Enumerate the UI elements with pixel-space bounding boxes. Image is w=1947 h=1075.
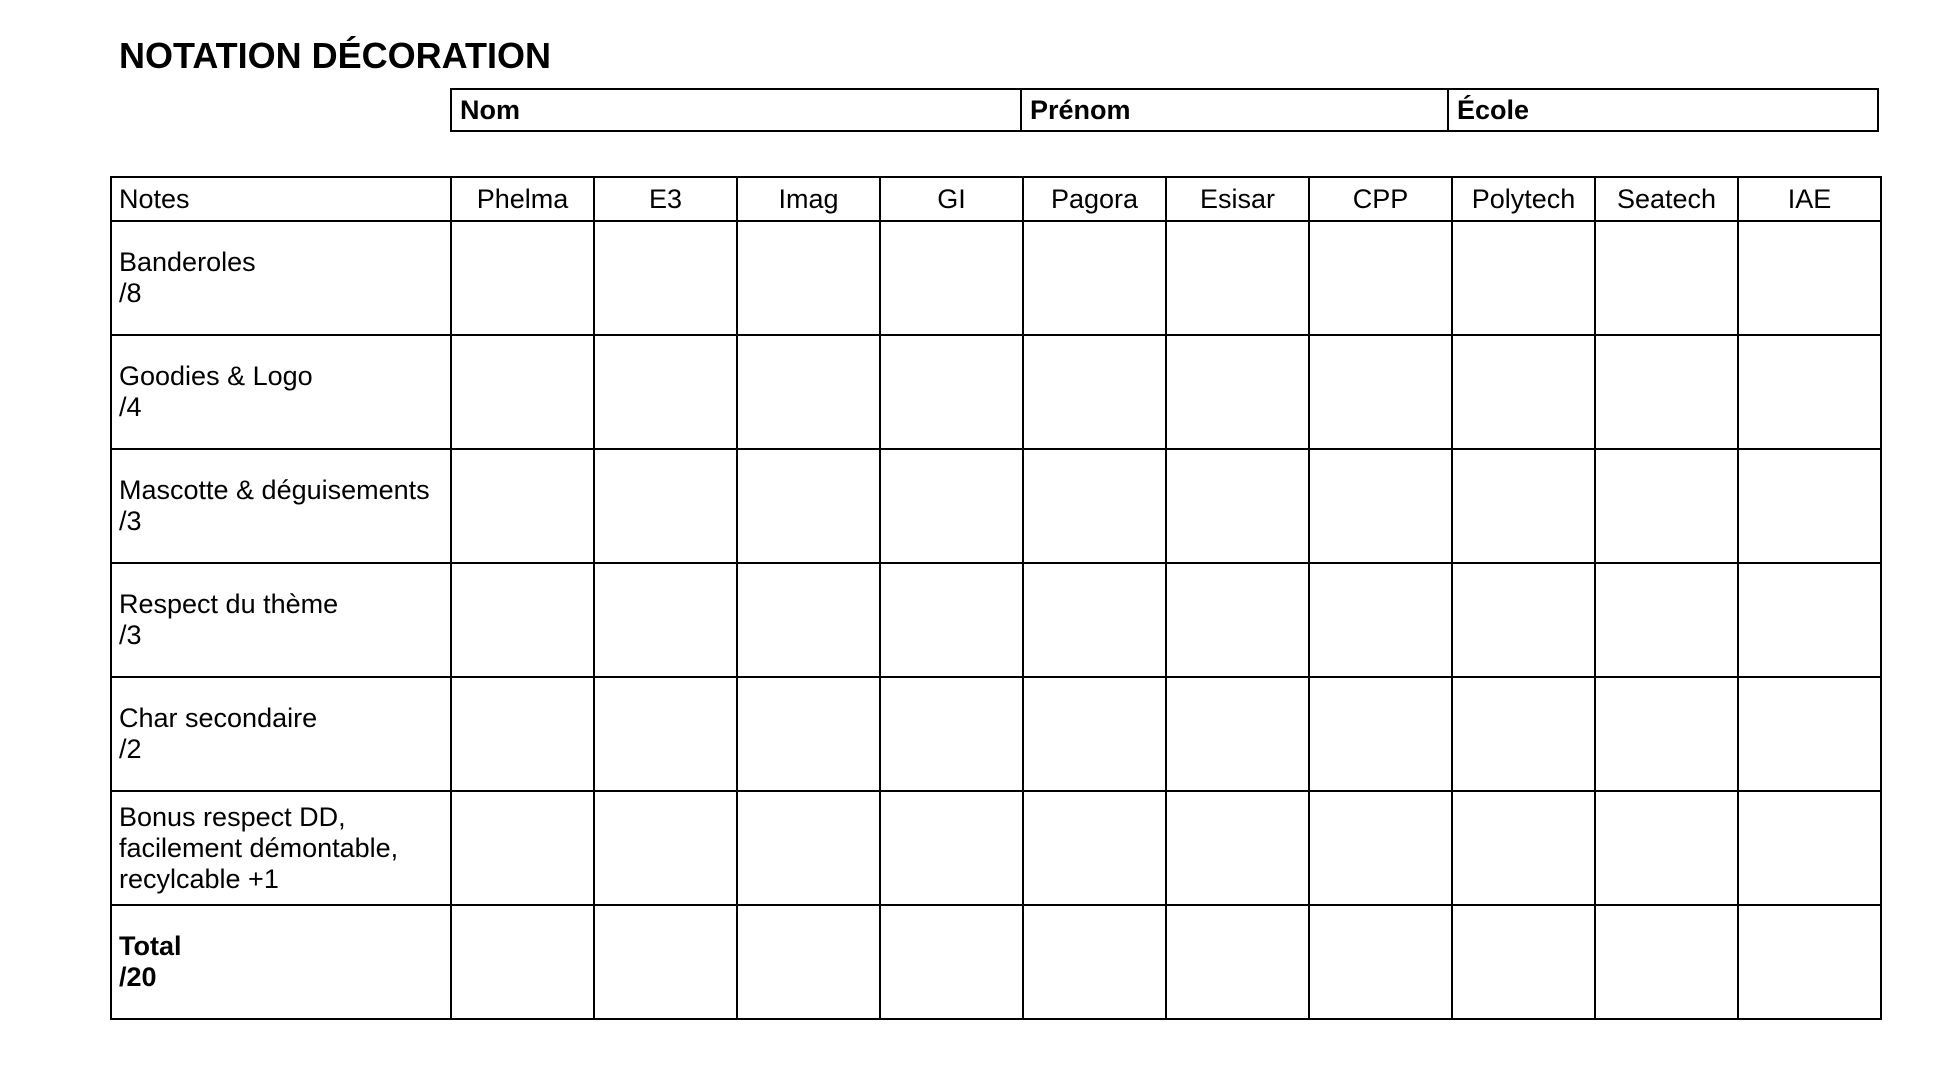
criteria-row bbox=[111, 677, 1881, 791]
criteria-label-line: /2 bbox=[119, 734, 142, 764]
score-cell[interactable] bbox=[451, 677, 594, 791]
score-cell[interactable] bbox=[1023, 677, 1166, 791]
score-cell[interactable] bbox=[737, 905, 880, 1019]
score-cell[interactable] bbox=[1738, 221, 1881, 335]
score-cell[interactable] bbox=[451, 449, 594, 563]
score-cell[interactable] bbox=[1595, 449, 1738, 563]
criteria-label bbox=[111, 563, 451, 677]
score-cell[interactable] bbox=[1595, 905, 1738, 1019]
criteria-row bbox=[111, 791, 1881, 905]
ecole-label: École bbox=[1457, 94, 1530, 125]
criteria-label bbox=[111, 335, 451, 449]
score-cell[interactable] bbox=[1309, 677, 1452, 791]
score-cell[interactable] bbox=[594, 791, 737, 905]
score-cell[interactable] bbox=[451, 905, 594, 1019]
score-cell[interactable] bbox=[880, 791, 1023, 905]
score-cell[interactable] bbox=[737, 563, 880, 677]
score-cell[interactable] bbox=[1166, 791, 1309, 905]
score-cell[interactable] bbox=[1738, 677, 1881, 791]
score-cell[interactable] bbox=[1309, 905, 1452, 1019]
score-cell[interactable] bbox=[594, 335, 737, 449]
score-cell[interactable] bbox=[880, 677, 1023, 791]
identity-table bbox=[450, 88, 1879, 132]
score-cell[interactable] bbox=[1595, 335, 1738, 449]
score-cell[interactable] bbox=[1452, 335, 1595, 449]
criteria-label bbox=[111, 221, 451, 335]
score-cell[interactable] bbox=[1738, 791, 1881, 905]
criteria-label-line: Banderoles bbox=[119, 247, 256, 277]
score-cell[interactable] bbox=[1166, 449, 1309, 563]
criteria-label-line: Char secondaire bbox=[119, 703, 318, 733]
criteria-label-line: /20 bbox=[119, 962, 157, 992]
school-header-gi: GI bbox=[880, 177, 1023, 221]
criteria-row bbox=[111, 449, 1881, 563]
criteria-label-line: Respect du thème bbox=[119, 589, 339, 619]
score-cell[interactable] bbox=[1738, 563, 1881, 677]
score-cell[interactable] bbox=[594, 449, 737, 563]
score-cell[interactable] bbox=[1595, 221, 1738, 335]
score-cell[interactable] bbox=[1595, 563, 1738, 677]
score-cell[interactable] bbox=[594, 563, 737, 677]
prenom-label: Prénom bbox=[1030, 94, 1131, 125]
header-row bbox=[111, 177, 1881, 221]
score-cell[interactable] bbox=[1166, 563, 1309, 677]
score-cell[interactable] bbox=[451, 791, 594, 905]
score-cell[interactable] bbox=[1023, 563, 1166, 677]
score-cell[interactable] bbox=[1309, 791, 1452, 905]
score-cell[interactable] bbox=[1023, 221, 1166, 335]
criteria-label-line: /8 bbox=[119, 278, 142, 308]
school-header-polytech: Polytech bbox=[1452, 177, 1595, 221]
score-cell[interactable] bbox=[451, 563, 594, 677]
score-cell[interactable] bbox=[1309, 221, 1452, 335]
school-header-seatech: Seatech bbox=[1595, 177, 1738, 221]
score-cell[interactable] bbox=[1166, 221, 1309, 335]
notes-header: Notes bbox=[111, 177, 451, 221]
score-cell[interactable] bbox=[1023, 449, 1166, 563]
criteria-label-line: /4 bbox=[119, 392, 142, 422]
scoring-grid bbox=[110, 176, 1882, 1020]
score-cell[interactable] bbox=[880, 335, 1023, 449]
criteria-label-line: recylcable +1 bbox=[119, 863, 279, 894]
score-cell[interactable] bbox=[737, 791, 880, 905]
score-cell[interactable] bbox=[880, 563, 1023, 677]
score-cell[interactable] bbox=[880, 221, 1023, 335]
score-cell[interactable] bbox=[1738, 905, 1881, 1019]
criteria-label-line: /3 bbox=[119, 620, 142, 650]
score-cell[interactable] bbox=[880, 449, 1023, 563]
criteria-row bbox=[111, 563, 1881, 677]
criteria-label-line: Bonus respect DD, bbox=[119, 801, 346, 832]
score-cell[interactable] bbox=[1166, 335, 1309, 449]
score-cell[interactable] bbox=[1309, 449, 1452, 563]
school-header-e3: E3 bbox=[594, 177, 737, 221]
score-cell[interactable] bbox=[1595, 791, 1738, 905]
score-cell[interactable] bbox=[1452, 221, 1595, 335]
score-cell[interactable] bbox=[1452, 791, 1595, 905]
score-cell[interactable] bbox=[1452, 563, 1595, 677]
score-cell[interactable] bbox=[594, 905, 737, 1019]
score-cell[interactable] bbox=[1023, 791, 1166, 905]
ecole-field[interactable] bbox=[1448, 89, 1878, 131]
score-cell[interactable] bbox=[737, 449, 880, 563]
score-cell[interactable] bbox=[594, 221, 737, 335]
criteria-row bbox=[111, 335, 1881, 449]
score-cell[interactable] bbox=[1023, 335, 1166, 449]
score-cell[interactable] bbox=[1309, 563, 1452, 677]
school-header-iae: IAE bbox=[1738, 177, 1881, 221]
score-cell[interactable] bbox=[880, 905, 1023, 1019]
criteria-label-line: facilement démontable, bbox=[119, 832, 399, 863]
score-cell[interactable] bbox=[1452, 905, 1595, 1019]
score-cell[interactable] bbox=[1738, 449, 1881, 563]
school-header-pagora: Pagora bbox=[1023, 177, 1166, 221]
school-header-imag: Imag bbox=[737, 177, 880, 221]
score-cell[interactable] bbox=[1452, 677, 1595, 791]
criteria-label-line: Goodies & Logo bbox=[119, 361, 313, 391]
score-cell[interactable] bbox=[1738, 335, 1881, 449]
nom-label: Nom bbox=[460, 94, 520, 125]
score-cell[interactable] bbox=[1595, 677, 1738, 791]
criteria-label bbox=[111, 905, 451, 1019]
score-cell[interactable] bbox=[451, 221, 594, 335]
score-cell[interactable] bbox=[1166, 677, 1309, 791]
nom-field[interactable] bbox=[451, 89, 1021, 131]
criteria-label-line: /3 bbox=[119, 506, 142, 536]
score-cell[interactable] bbox=[737, 677, 880, 791]
criteria-label bbox=[111, 791, 451, 905]
score-cell[interactable] bbox=[594, 677, 737, 791]
school-header-phelma: Phelma bbox=[451, 177, 594, 221]
criteria-row bbox=[111, 905, 1881, 1019]
criteria-row bbox=[111, 221, 1881, 335]
school-header-cpp: CPP bbox=[1309, 177, 1452, 221]
score-cell[interactable] bbox=[1023, 905, 1166, 1019]
score-cell[interactable] bbox=[737, 221, 880, 335]
school-header-esisar: Esisar bbox=[1166, 177, 1309, 221]
prenom-field[interactable] bbox=[1021, 89, 1448, 131]
criteria-label-line: Mascotte & déguisements bbox=[119, 475, 430, 505]
score-cell[interactable] bbox=[737, 335, 880, 449]
score-cell[interactable] bbox=[1452, 449, 1595, 563]
criteria-label-line: Total bbox=[119, 931, 182, 961]
criteria-label bbox=[111, 449, 451, 563]
criteria-label bbox=[111, 677, 451, 791]
score-cell[interactable] bbox=[451, 335, 594, 449]
score-cell[interactable] bbox=[1309, 335, 1452, 449]
score-cell[interactable] bbox=[1166, 905, 1309, 1019]
page-title: NOTATION DÉCORATION bbox=[119, 35, 551, 76]
